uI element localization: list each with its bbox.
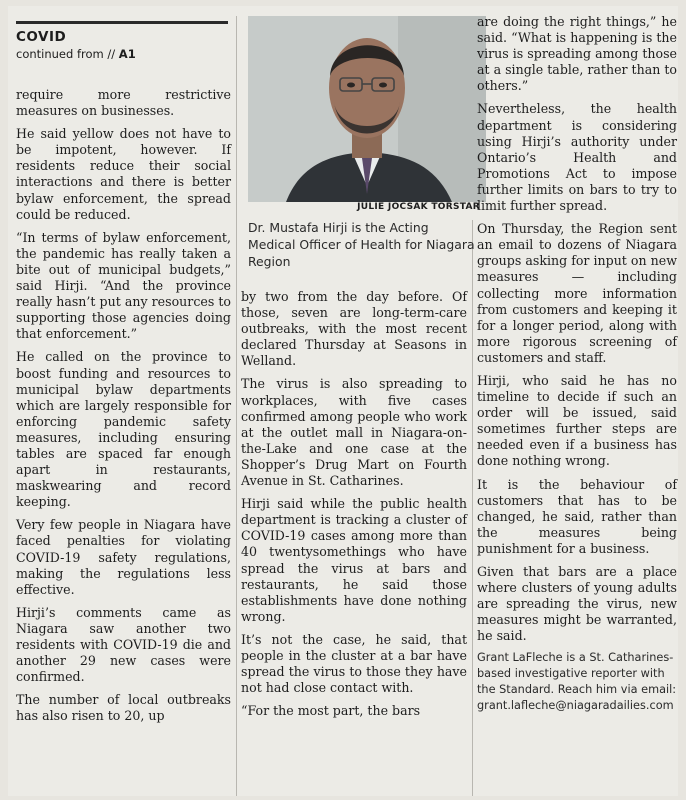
paragraph: “For the most part, the bars — [241, 703, 421, 719]
paragraph: Hirji said while the public health department is tracking a cluster of COVID-19 cases among more than 40 twentysomethings who have spread the virus at bars and restaurants, he said those establishments have done nothing wrong. — [241, 496, 467, 624]
paragraph: require more restrictive measures on businesses. — [16, 87, 231, 119]
newspaper-page — [8, 6, 678, 796]
author-signoff: Grant LaFleche is a St. Catharines-based investigative reporter with the Standard. Reach him via email: grant.lafleche@niagaradailies.com — [477, 651, 677, 713]
paragraph: He called on the province to boost funding and resources to municipal bylaw departments which are largely responsible for enforcing pandemic safety measures, including ensuring tables are spaced far enough apart in restaurants, maskwearing and record keeping. — [16, 349, 231, 510]
paragraph: The number of local outbreaks has also risen to 20, up — [16, 692, 231, 724]
paragraph: On Thursday, the Region sent an email to dozens of Niagara groups asking for input on new measures — including collecting more information from customers and keeping it for a longer period, along with more rigorous screening of customers and staff. — [477, 221, 677, 365]
portrait-photo — [248, 16, 486, 202]
paragraph: Hirji, who said he has no timeline to decide if such an order will be issued, said sometimes further steps are needed even if a business has done nothing wrong. — [477, 372, 677, 469]
paragraph: Hirji’s comments came as Niagara saw another two residents with COVID-19 die and another 29 new cases were confirmed. — [16, 604, 231, 685]
article-column-3 — [477, 14, 677, 714]
paragraph: “In terms of bylaw enforcement, the pandemic has really taken a bite out of municipal budgets,” said Hirji. “And the province really hasn’t put any resources to supporting those agencies doing that enforcement.” — [16, 229, 231, 342]
continued-page: A1 — [118, 47, 136, 61]
paragraph: It’s not the case, he said, that people in the cluster at a bar have spread the virus to those they have not had close contact with. — [241, 631, 467, 696]
paragraph: The virus is also spreading to workplaces, with five cases confirmed among people who work at the outlet mall in Niagara-on-the-Lake and one case at the Shopper’s Drug Mart on Fourth Avenue in St. Catharines. — [241, 376, 467, 489]
section-kicker: COVID — [16, 29, 67, 45]
column-rule — [472, 220, 473, 796]
column-rule — [236, 16, 237, 796]
paragraph: by two from the day before. Of those, seven are long-term-care outbreaks, with the most recent declared Thursday at Seasons in Welland. — [241, 289, 467, 369]
paragraph: Very few people in Niagara have faced penalties for violating COVID-19 safety regulations, making the regulations less effective. — [16, 517, 231, 597]
article-column-2 — [241, 289, 467, 719]
photo-caption: Dr. Mustafa Hirji is the Acting Medical Officer of Health for Niagara Region — [248, 220, 475, 269]
paragraph: Given that bars are a place where clusters of young adults are spreading the virus, new measures might be warranted, he said. — [477, 564, 677, 644]
kicker-rule — [16, 21, 228, 24]
article-column-1 — [16, 6, 231, 724]
paragraph: He said yellow does not have to be impotent, however. If residents reduce their social interactions and there is better bylaw enforcement, the spread could be reduced. — [16, 126, 231, 222]
continued-prefix: continued from // — [16, 47, 116, 61]
photo-credit: JULIE JOCSAK TORSTAR — [357, 202, 480, 212]
paragraph: are doing the right things,” he said. “What is happening is the virus is spreading among those at a single table, rather than to others.” — [477, 14, 677, 94]
paragraph: It is the behaviour of customers that has to be changed, he said, rather than the measures being punishment for a business. — [477, 476, 677, 556]
continued-from — [16, 47, 231, 61]
portrait-illustration — [248, 16, 486, 202]
paragraph: Nevertheless, the health department is considering using Hirji’s authority under Ontario’s Health and Promotions Act to impose further limits on bars to try to limit further spread. — [477, 101, 677, 214]
